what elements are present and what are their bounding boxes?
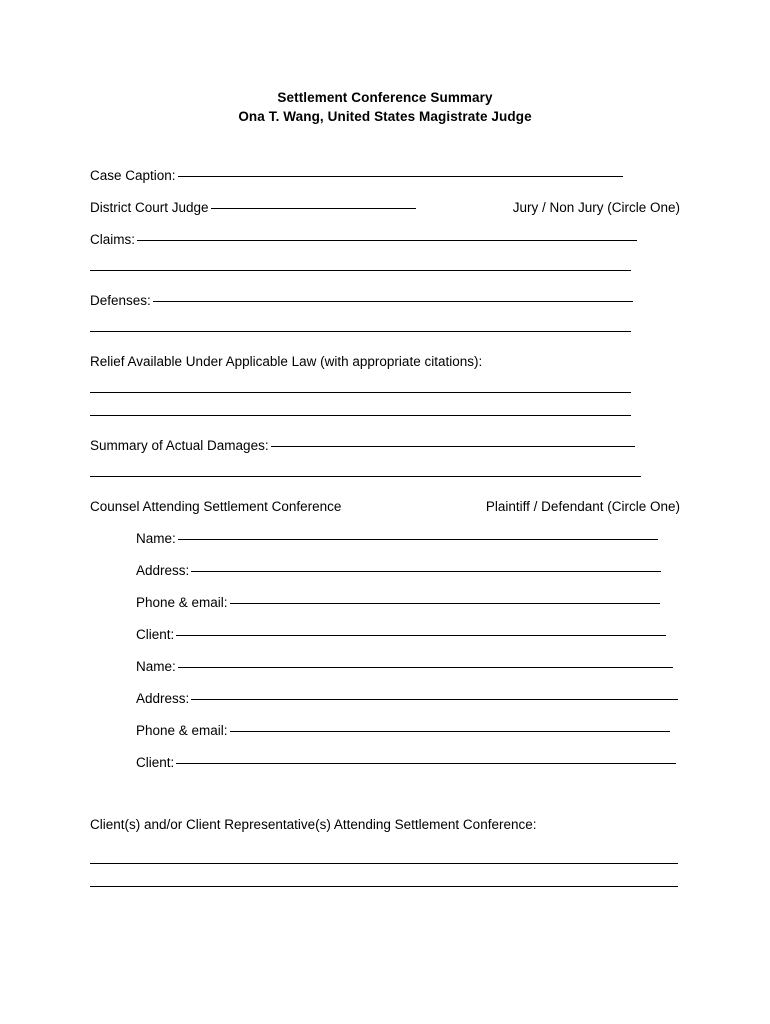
name-2-input-line[interactable] bbox=[178, 667, 673, 668]
spacer bbox=[136, 739, 680, 755]
name-1-input-line[interactable] bbox=[178, 539, 658, 540]
document-title bbox=[90, 88, 680, 126]
spacer bbox=[90, 771, 680, 801]
field-summary-damages bbox=[90, 438, 680, 454]
field-client-1 bbox=[136, 627, 680, 643]
name-1-label: Name: bbox=[136, 531, 176, 546]
spacer bbox=[90, 184, 680, 200]
field-name-1 bbox=[136, 531, 680, 547]
summary-damages-input-line-1[interactable] bbox=[271, 446, 635, 447]
field-client-2 bbox=[136, 755, 680, 771]
clients-attending-input-line-2[interactable] bbox=[90, 886, 678, 887]
address-1-input-line[interactable] bbox=[191, 571, 661, 572]
defenses-input-line-1[interactable] bbox=[153, 301, 633, 302]
field-defenses bbox=[90, 293, 680, 309]
field-relief bbox=[90, 354, 680, 370]
spacer bbox=[90, 332, 680, 354]
phone-email-2-label: Phone & email: bbox=[136, 723, 228, 738]
spacer bbox=[90, 477, 680, 499]
spacer bbox=[136, 707, 680, 723]
district-court-judge-label: District Court Judge bbox=[90, 200, 209, 215]
field-name-2 bbox=[136, 659, 680, 675]
document-content bbox=[90, 88, 680, 887]
phone-email-1-input-line[interactable] bbox=[230, 603, 660, 604]
clients-attending-label: Client(s) and/or Client Representative(s) Attending Settlement Conference: bbox=[90, 817, 537, 832]
address-1-label: Address: bbox=[136, 563, 190, 578]
summary-damages-label: Summary of Actual Damages: bbox=[90, 438, 269, 453]
spacer bbox=[136, 611, 680, 627]
spacer bbox=[90, 309, 680, 331]
spacer bbox=[90, 271, 680, 293]
client-2-input-line[interactable] bbox=[176, 763, 676, 764]
field-case-caption bbox=[90, 168, 680, 184]
field-phone-email-2 bbox=[136, 723, 680, 739]
claims-label: Claims: bbox=[90, 232, 136, 247]
title-line-1: Settlement Conference Summary bbox=[277, 90, 493, 105]
field-address-1 bbox=[136, 563, 680, 579]
case-caption-label: Case Caption: bbox=[90, 168, 176, 183]
address-2-label: Address: bbox=[136, 691, 190, 706]
spacer bbox=[90, 216, 680, 232]
field-clients-attending bbox=[90, 817, 680, 833]
title-line-2: Ona T. Wang, United States Magistrate Judge bbox=[238, 109, 532, 124]
spacer bbox=[90, 393, 680, 415]
field-counsel-attending bbox=[90, 499, 680, 515]
spacer bbox=[90, 454, 680, 476]
counsel-entry-1 bbox=[90, 531, 680, 771]
defenses-label: Defenses: bbox=[90, 293, 151, 308]
client-1-label: Client: bbox=[136, 627, 175, 642]
spacer bbox=[136, 643, 680, 659]
spacer bbox=[90, 416, 680, 438]
relief-label: Relief Available Under Applicable Law (with appropriate citations): bbox=[90, 354, 483, 369]
spacer bbox=[136, 579, 680, 595]
spacer bbox=[90, 515, 680, 531]
spacer bbox=[136, 675, 680, 691]
name-2-label: Name: bbox=[136, 659, 176, 674]
phone-email-1-label: Phone & email: bbox=[136, 595, 228, 610]
case-caption-input-line[interactable] bbox=[178, 176, 623, 177]
district-court-judge-input-line[interactable] bbox=[211, 208, 416, 209]
plaintiff-defendant-circle-one-text[interactable]: Plaintiff / Defendant (Circle One) bbox=[485, 499, 680, 514]
spacer bbox=[90, 833, 680, 863]
field-claims bbox=[90, 232, 680, 248]
spacer bbox=[136, 547, 680, 563]
field-district-court-judge bbox=[90, 200, 680, 216]
client-2-label: Client: bbox=[136, 755, 175, 770]
spacer bbox=[90, 864, 680, 886]
spacer bbox=[90, 801, 680, 817]
address-2-input-line[interactable] bbox=[191, 699, 678, 700]
spacer bbox=[90, 370, 680, 392]
claims-input-line-1[interactable] bbox=[137, 240, 637, 241]
client-1-input-line[interactable] bbox=[176, 635, 666, 636]
counsel-attending-label: Counsel Attending Settlement Conference bbox=[90, 499, 342, 514]
phone-email-2-input-line[interactable] bbox=[230, 731, 670, 732]
spacer bbox=[90, 248, 680, 270]
field-phone-email-1 bbox=[136, 595, 680, 611]
jury-circle-one-text[interactable]: Jury / Non Jury (Circle One) bbox=[512, 200, 680, 215]
form-body bbox=[90, 168, 680, 887]
field-address-2 bbox=[136, 691, 680, 707]
